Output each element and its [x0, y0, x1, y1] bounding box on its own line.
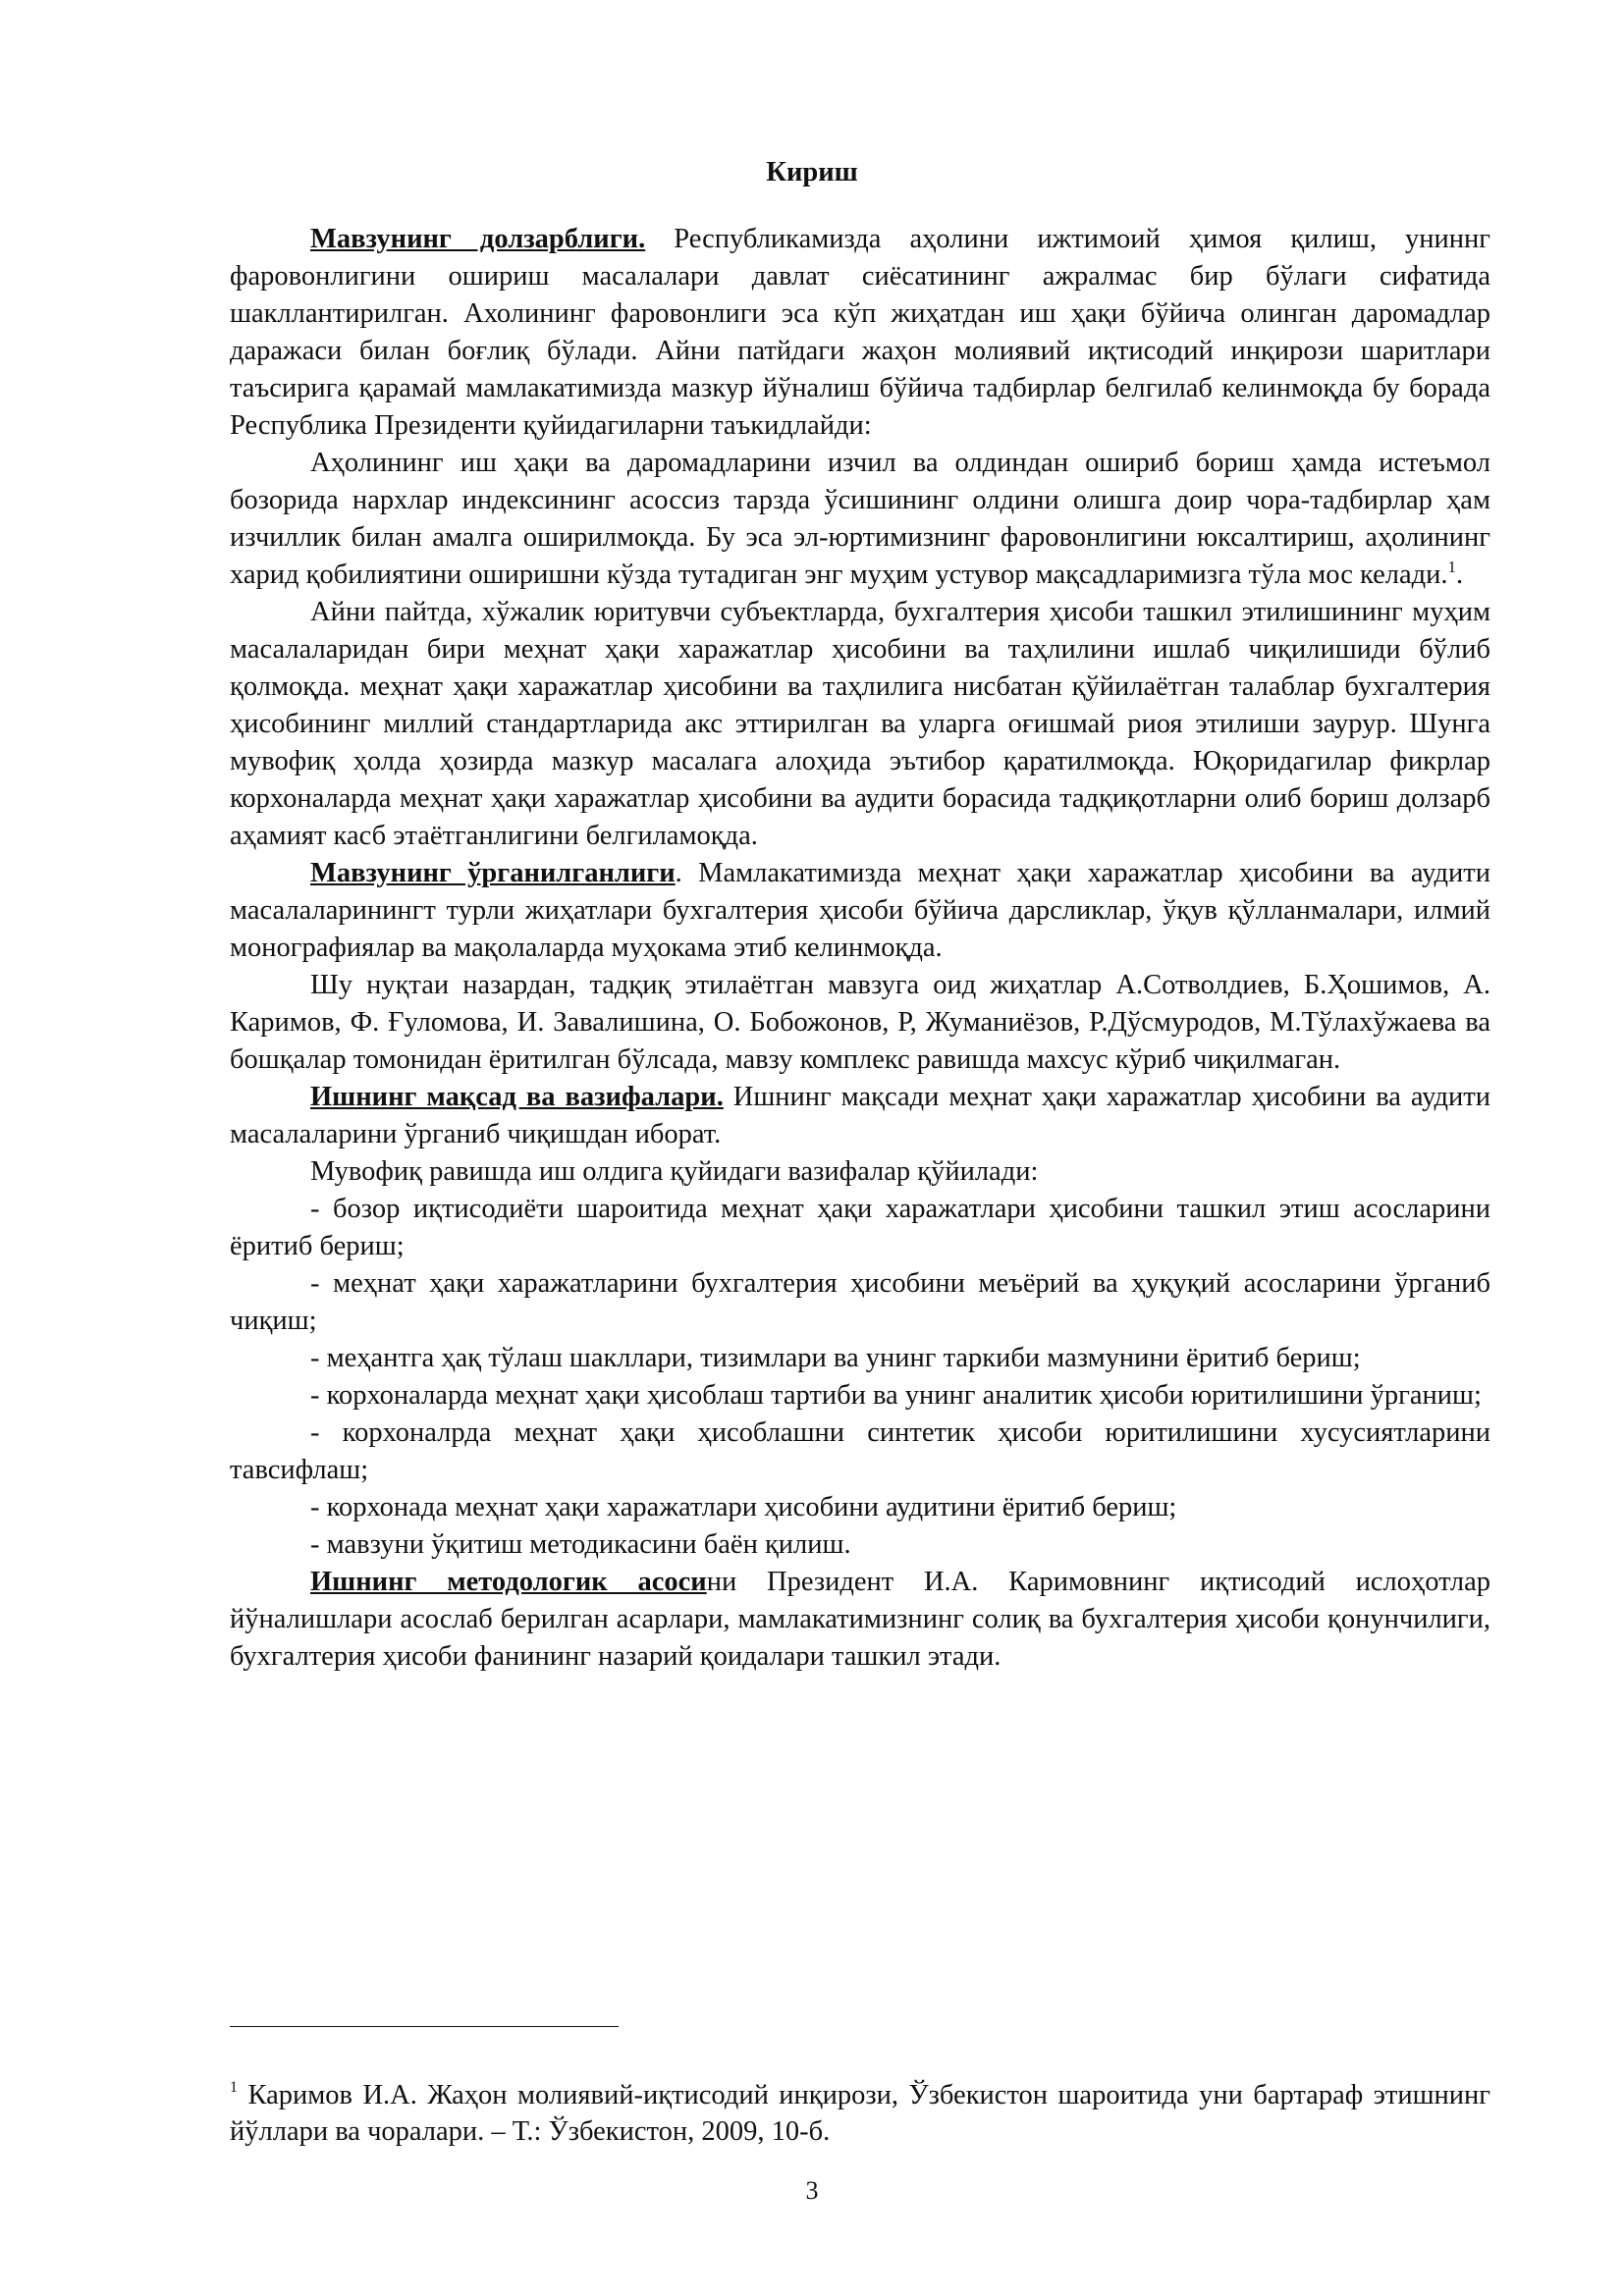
heading-goals: Ишнинг мақсад ва вазифалари. — [310, 1082, 724, 1112]
task-text: - корхоналарда меҳнат ҳақи ҳисоблаш тартиби ва унинг аналитик ҳисоби юритилишини ўрганиш; — [310, 1380, 1482, 1411]
footnote-marker: 1 — [230, 2079, 238, 2096]
task-item — [230, 1415, 1490, 1489]
footnote-text: Каримов И.А. Жаҳон молиявий-иқтисодий инқирози, Ўзбекистон шароитида уни бартараф этишнинг йўллари ва чоралари. – Т.: Ўзбекистон, 2009, 10-б. — [230, 2080, 1490, 2147]
task-text: - меҳантга ҳақ тўлаш шакллари, тизимлари ва унинг таркиби мазмунини ёритиб бериш; — [310, 1343, 1361, 1373]
paragraph-goals — [230, 1079, 1490, 1153]
paragraph-text: Аҳолининг иш ҳақи ва даромадларини изчил ва олдиндан ошириб бориш ҳамда истеъмол бозорида нархлар индексининг асоссиз тарзда ўсишининг олдини олишга доир чора-тадбирлар ҳам изчиллик билан амалга оширилмоқда. Бу эса эл-юртимизнинг фаровонлигини юксалтириш, аҳолининг харид қобилиятини оширишни кўзда тутадиган энг муҳим устувор мақсадларимизга тўла мос келади. — [230, 448, 1490, 590]
paragraph-quote — [230, 445, 1490, 594]
task-item — [230, 1340, 1490, 1377]
page-number: 3 — [805, 2176, 819, 2205]
task-text: - корхонада меҳнат ҳақи харажатлари ҳисобини аудитини ёритиб бериш; — [310, 1492, 1177, 1522]
task-item — [230, 1489, 1490, 1526]
task-text: - меҳнат ҳақи харажатларини бухгалтерия ҳисобини меъёрий ва ҳуқуқий асосларини ўрганиб чиқиш; — [230, 1268, 1490, 1336]
body-text — [230, 221, 1490, 1676]
task-text: - корхоналрда меҳнат ҳақи ҳисоблашни синтетик ҳисоби юритилишини хусусиятларини тавсифлаш; — [230, 1417, 1490, 1485]
page-title: Кириш — [766, 157, 858, 187]
task-text: - мавзуни ўқитиш методикасини баён қилиш. — [310, 1529, 851, 1560]
task-text: - бозор иқтисодиёти шароитида меҳнат ҳақи харажатлари ҳисобини ташкил этиш асосларини ёритиб бериш; — [230, 1194, 1490, 1261]
task-item — [230, 1526, 1490, 1564]
paragraph-methodology — [230, 1564, 1490, 1676]
paragraph-tail: . — [1456, 560, 1464, 590]
task-item — [230, 1377, 1490, 1415]
task-item — [230, 1191, 1490, 1265]
paragraph-current — [230, 594, 1490, 855]
paragraph-text: Ишнинг мақсади меҳнат ҳақи харажатлар ҳисобини ва аудити масалаларини ўрганиб чиқишдан иборат. — [230, 1082, 1490, 1149]
paragraph-text: Шу нуқтаи назардан, тадқиқ этилаётган мавзуга оид жиҳатлар А.Сотволдиев, Б.Ҳошимов, А. Каримов, Ф. Ғуломова, И. Завалишина, О. Бобожонов, Р, Жуманиёзов, Р.Дўсмуродов, М.Тўлахўжаева ва бошқалар томонидан ёритилган бўлсада, мавзу комплекс равишда махсус кўриб чиқилмаган. — [230, 970, 1490, 1075]
paragraph-tasks-intro — [230, 1153, 1490, 1191]
heading-studied: Мавзунинг ўрганилганлиги — [310, 858, 676, 888]
paragraph-text: Мувофиқ равишда иш олдига қуйидаги вазифалар қўйилади: — [310, 1156, 1039, 1187]
paragraph-text: Республикамизда аҳолини ижтимоий ҳимоя қилиш, униннг фаровонлигини ошириш масалалари давлат сиёсатининг ажралмас бир бўлаги сифатида шакллантирилган. Ахолининг фаровонлиги эса кўп жиҳатдан иш ҳақи бўйича олинган даромадлар даражаси билан боғлиқ бўлади. Айни патйдаги жаҳон молиявий иқтисодий инқирози шаритлари таъсирига қарамай мамлакатимизда мазкур йўналиш бўйича тадбирлар белгилаб келинмоқда бу борада Республика Президенти қуйидагиларни таъкидлайди: — [230, 224, 1490, 441]
paragraph-relevance — [230, 221, 1490, 445]
task-item — [230, 1265, 1490, 1340]
heading-methodology: Ишнинг методологик асоси — [310, 1567, 707, 1597]
footnote — [230, 2077, 1490, 2150]
paragraph-text: Айни пайтда, хўжалик юритувчи субъектларда, бухгалтерия ҳисоби ташкил этилишининг муҳим масалаларидан бири меҳнат ҳақи харажатлар ҳисобини ва таҳлилини ишлаб чиқилишиди бўлиб қолмоқда. меҳнат ҳақи харажатлар ҳисобини ва таҳлилига нисбатан қўйилаётган талаблар бухгалтерия ҳисобининг миллий стандартларида акс эттирилган ва уларга оғишмай риоя этилиши заурур. Шунга мувофиқ ҳолда ҳозирда мазкур масалага алоҳида эътибор қаратилмоқда. Юқоридагилар фикрлар корхоналарда меҳнат ҳақи харажатлар ҳисобини ва аудити борасида тадқиқотларни олиб бориш долзарб аҳамият касб этаётганлигини белгиламоқда. — [230, 597, 1490, 851]
heading-relevance: Мавзунинг долзарблиги. — [310, 224, 646, 254]
footnote-separator — [230, 2026, 619, 2027]
footnote-ref: 1 — [1447, 558, 1457, 576]
paragraph-authors — [230, 967, 1490, 1079]
paragraph-text: ни Президент И.А. Каримовнинг иқтисодий ислоҳотлар йўналишлари асослаб берилган асарлари, мамлакатимизнинг солиқ ва бухгалтерия ҳисоби қонунчилиги, бухгалтерия ҳисоби фанининг назарий қоидалари ташкил этади. — [230, 1567, 1491, 1672]
paragraph-studied — [230, 855, 1490, 967]
paragraph-text: . Мамлакатимизда меҳнат ҳақи харажатлар ҳисобини ва аудити масалаларинингт турли жиҳатлари бухгалтерия ҳисоби бўйича дарсликлар, ўқув қўлланмалари, илмий монографиялар ва мақолаларда муҳокама этиб келинмоқда. — [230, 858, 1490, 963]
